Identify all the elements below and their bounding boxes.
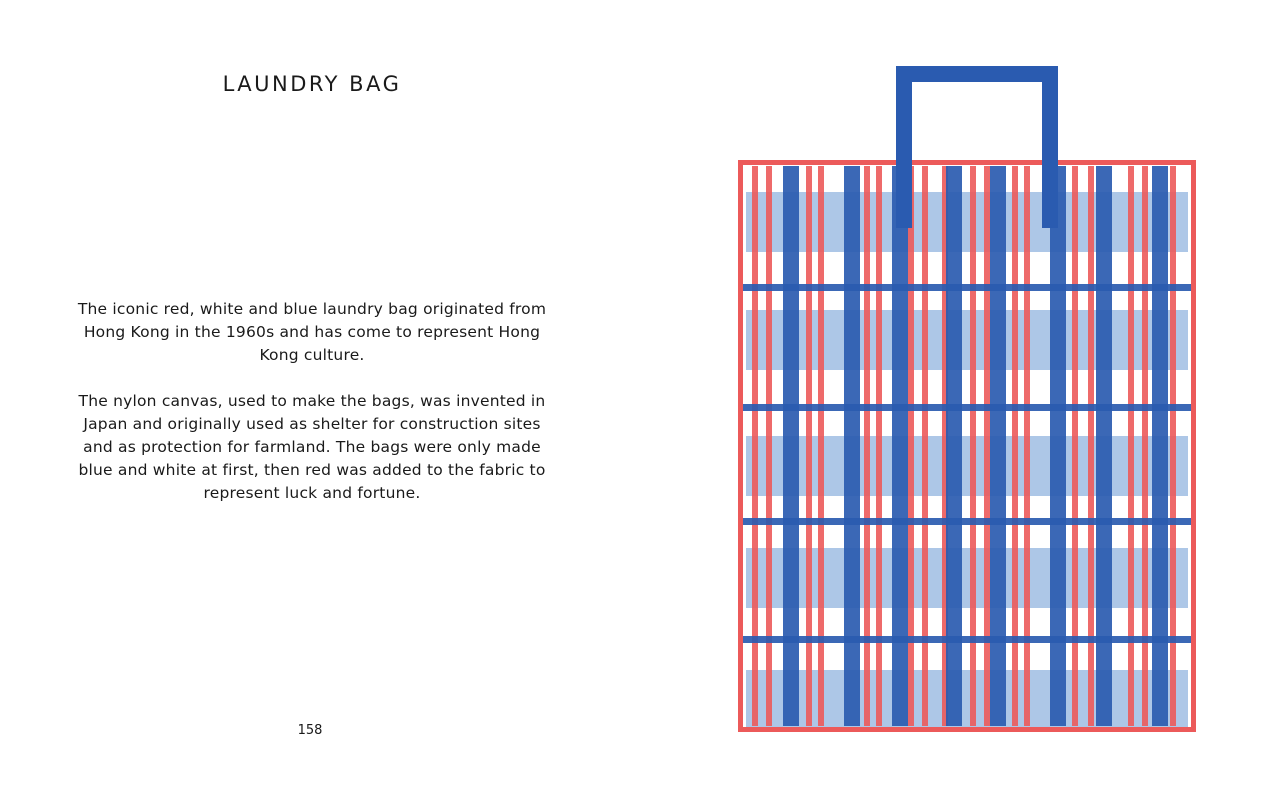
paragraph-intro: The iconic red, white and blue laundry bag originated from Hong Kong in the 1960s and has come to represent Hong Kong culture. <box>77 300 547 364</box>
bag-handle-top <box>896 66 1058 82</box>
blue-vertical-stripe <box>1050 166 1066 726</box>
blue-horizontal-stripe <box>742 636 1192 643</box>
blue-horizontal-stripe <box>742 284 1192 291</box>
blue-vertical-stripe <box>990 166 1006 726</box>
blue-vertical-stripe <box>844 166 860 726</box>
light-blue-band <box>746 192 1188 252</box>
laundry-bag-icon <box>738 66 1196 732</box>
blue-vertical-stripe <box>783 166 799 726</box>
blue-vertical-stripe <box>892 166 908 726</box>
light-blue-band <box>746 436 1188 496</box>
light-blue-band <box>746 670 1188 730</box>
paragraph-history: The nylon canvas, used to make the bags, was invented in Japan and originally used as shelter for construction sites and as protection for farmland. The bags were only made blue and white at first, then red was added to the fabric to represent luck and fortune. <box>78 392 546 502</box>
body-text <box>70 298 554 528</box>
bag-handle-left <box>896 66 912 228</box>
light-blue-band <box>746 548 1188 608</box>
blue-vertical-stripe <box>1096 166 1112 726</box>
laundry-bag-illustration <box>640 0 1280 800</box>
page-number: 158 <box>297 723 323 738</box>
blue-vertical-stripe <box>946 166 962 726</box>
page-title: LAUNDRY BAG <box>222 72 402 97</box>
light-blue-band <box>746 310 1188 370</box>
right-page <box>640 0 1280 800</box>
blue-horizontal-stripe <box>742 404 1192 411</box>
blue-horizontal-stripe <box>742 518 1192 525</box>
bag-handle-right <box>1042 66 1058 228</box>
blue-vertical-stripe <box>1152 166 1168 726</box>
